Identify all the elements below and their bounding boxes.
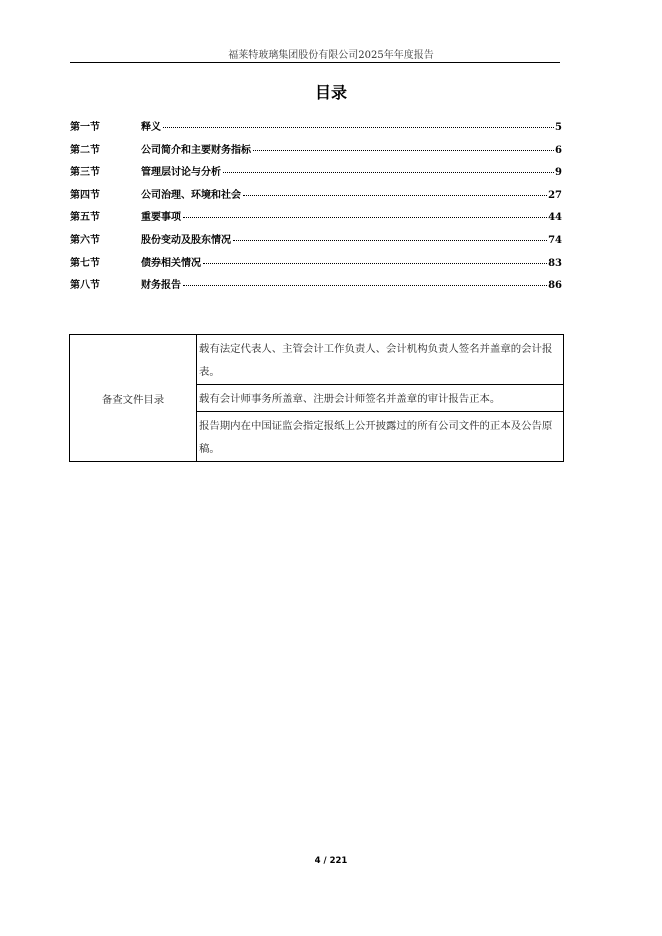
reference-documents-table xyxy=(69,334,564,462)
toc-leader-dots xyxy=(243,195,547,196)
toc-section-number: 第四节 xyxy=(70,189,100,201)
page-number-indicator: 4 / 221 xyxy=(314,856,348,866)
toc-section-title: 公司治理、环境和社会 xyxy=(141,189,241,201)
toc-section-title: 释义 xyxy=(141,122,161,133)
toc-section-title: 财务报告 xyxy=(141,280,181,292)
toc-section-number: 第六节 xyxy=(70,234,100,246)
header-divider xyxy=(70,62,560,63)
toc-page-number: 86 xyxy=(548,280,562,292)
toc-leader-dots xyxy=(183,217,547,218)
table-of-contents xyxy=(70,118,562,299)
toc-page-number: 6 xyxy=(555,144,562,156)
report-header-title: 福莱特玻璃集团股份有限公司2025年年度报告 xyxy=(228,50,434,61)
toc-section-number: 第一节 xyxy=(70,122,100,133)
reference-document-item: 载有法定代表人、主管会计工作负责人、会计机构负责人签名并盖章的会计报表。 xyxy=(197,335,564,385)
toc-entry[interactable] xyxy=(70,118,562,141)
toc-section-title: 重要事项 xyxy=(141,212,181,224)
toc-section-number: 第七节 xyxy=(70,257,100,269)
reference-documents-label: 备查文件目录 xyxy=(70,335,197,462)
toc-page-number: 44 xyxy=(548,212,562,224)
toc-leader-dots xyxy=(233,240,547,241)
toc-leader-dots xyxy=(223,172,554,173)
toc-leader-dots xyxy=(253,150,554,151)
toc-leader-dots xyxy=(203,263,547,264)
toc-page-number: 74 xyxy=(548,234,562,246)
toc-section-number: 第三节 xyxy=(70,167,100,179)
reference-document-item: 报告期内在中国证监会指定报纸上公开披露过的所有公司文件的正本及公告原稿。 xyxy=(197,412,564,462)
toc-entry[interactable] xyxy=(70,163,562,186)
toc-page-number: 27 xyxy=(548,189,562,201)
toc-leader-dots xyxy=(163,127,554,128)
toc-section-title: 管理层讨论与分析 xyxy=(141,167,221,179)
toc-entry[interactable] xyxy=(70,208,562,231)
toc-entry[interactable] xyxy=(70,254,562,277)
toc-page-number: 9 xyxy=(555,167,562,179)
toc-section-number: 第五节 xyxy=(70,212,100,224)
table-row xyxy=(70,335,564,385)
toc-heading: 目录 xyxy=(314,83,347,102)
toc-entry[interactable] xyxy=(70,186,562,209)
toc-entry[interactable] xyxy=(70,231,562,254)
toc-entry[interactable] xyxy=(70,141,562,164)
toc-section-number: 第八节 xyxy=(70,280,100,292)
toc-page-number: 83 xyxy=(548,257,562,269)
toc-section-number: 第二节 xyxy=(70,144,100,156)
toc-section-title: 债券相关情况 xyxy=(141,257,201,269)
toc-entry[interactable] xyxy=(70,276,562,299)
toc-section-title: 公司简介和主要财务指标 xyxy=(141,144,251,156)
toc-page-number: 5 xyxy=(555,122,562,133)
reference-document-item: 载有会计师事务所盖章、注册会计师签名并盖章的审计报告正本。 xyxy=(197,385,564,412)
toc-section-title: 股份变动及股东情况 xyxy=(141,234,231,246)
toc-leader-dots xyxy=(183,285,547,286)
